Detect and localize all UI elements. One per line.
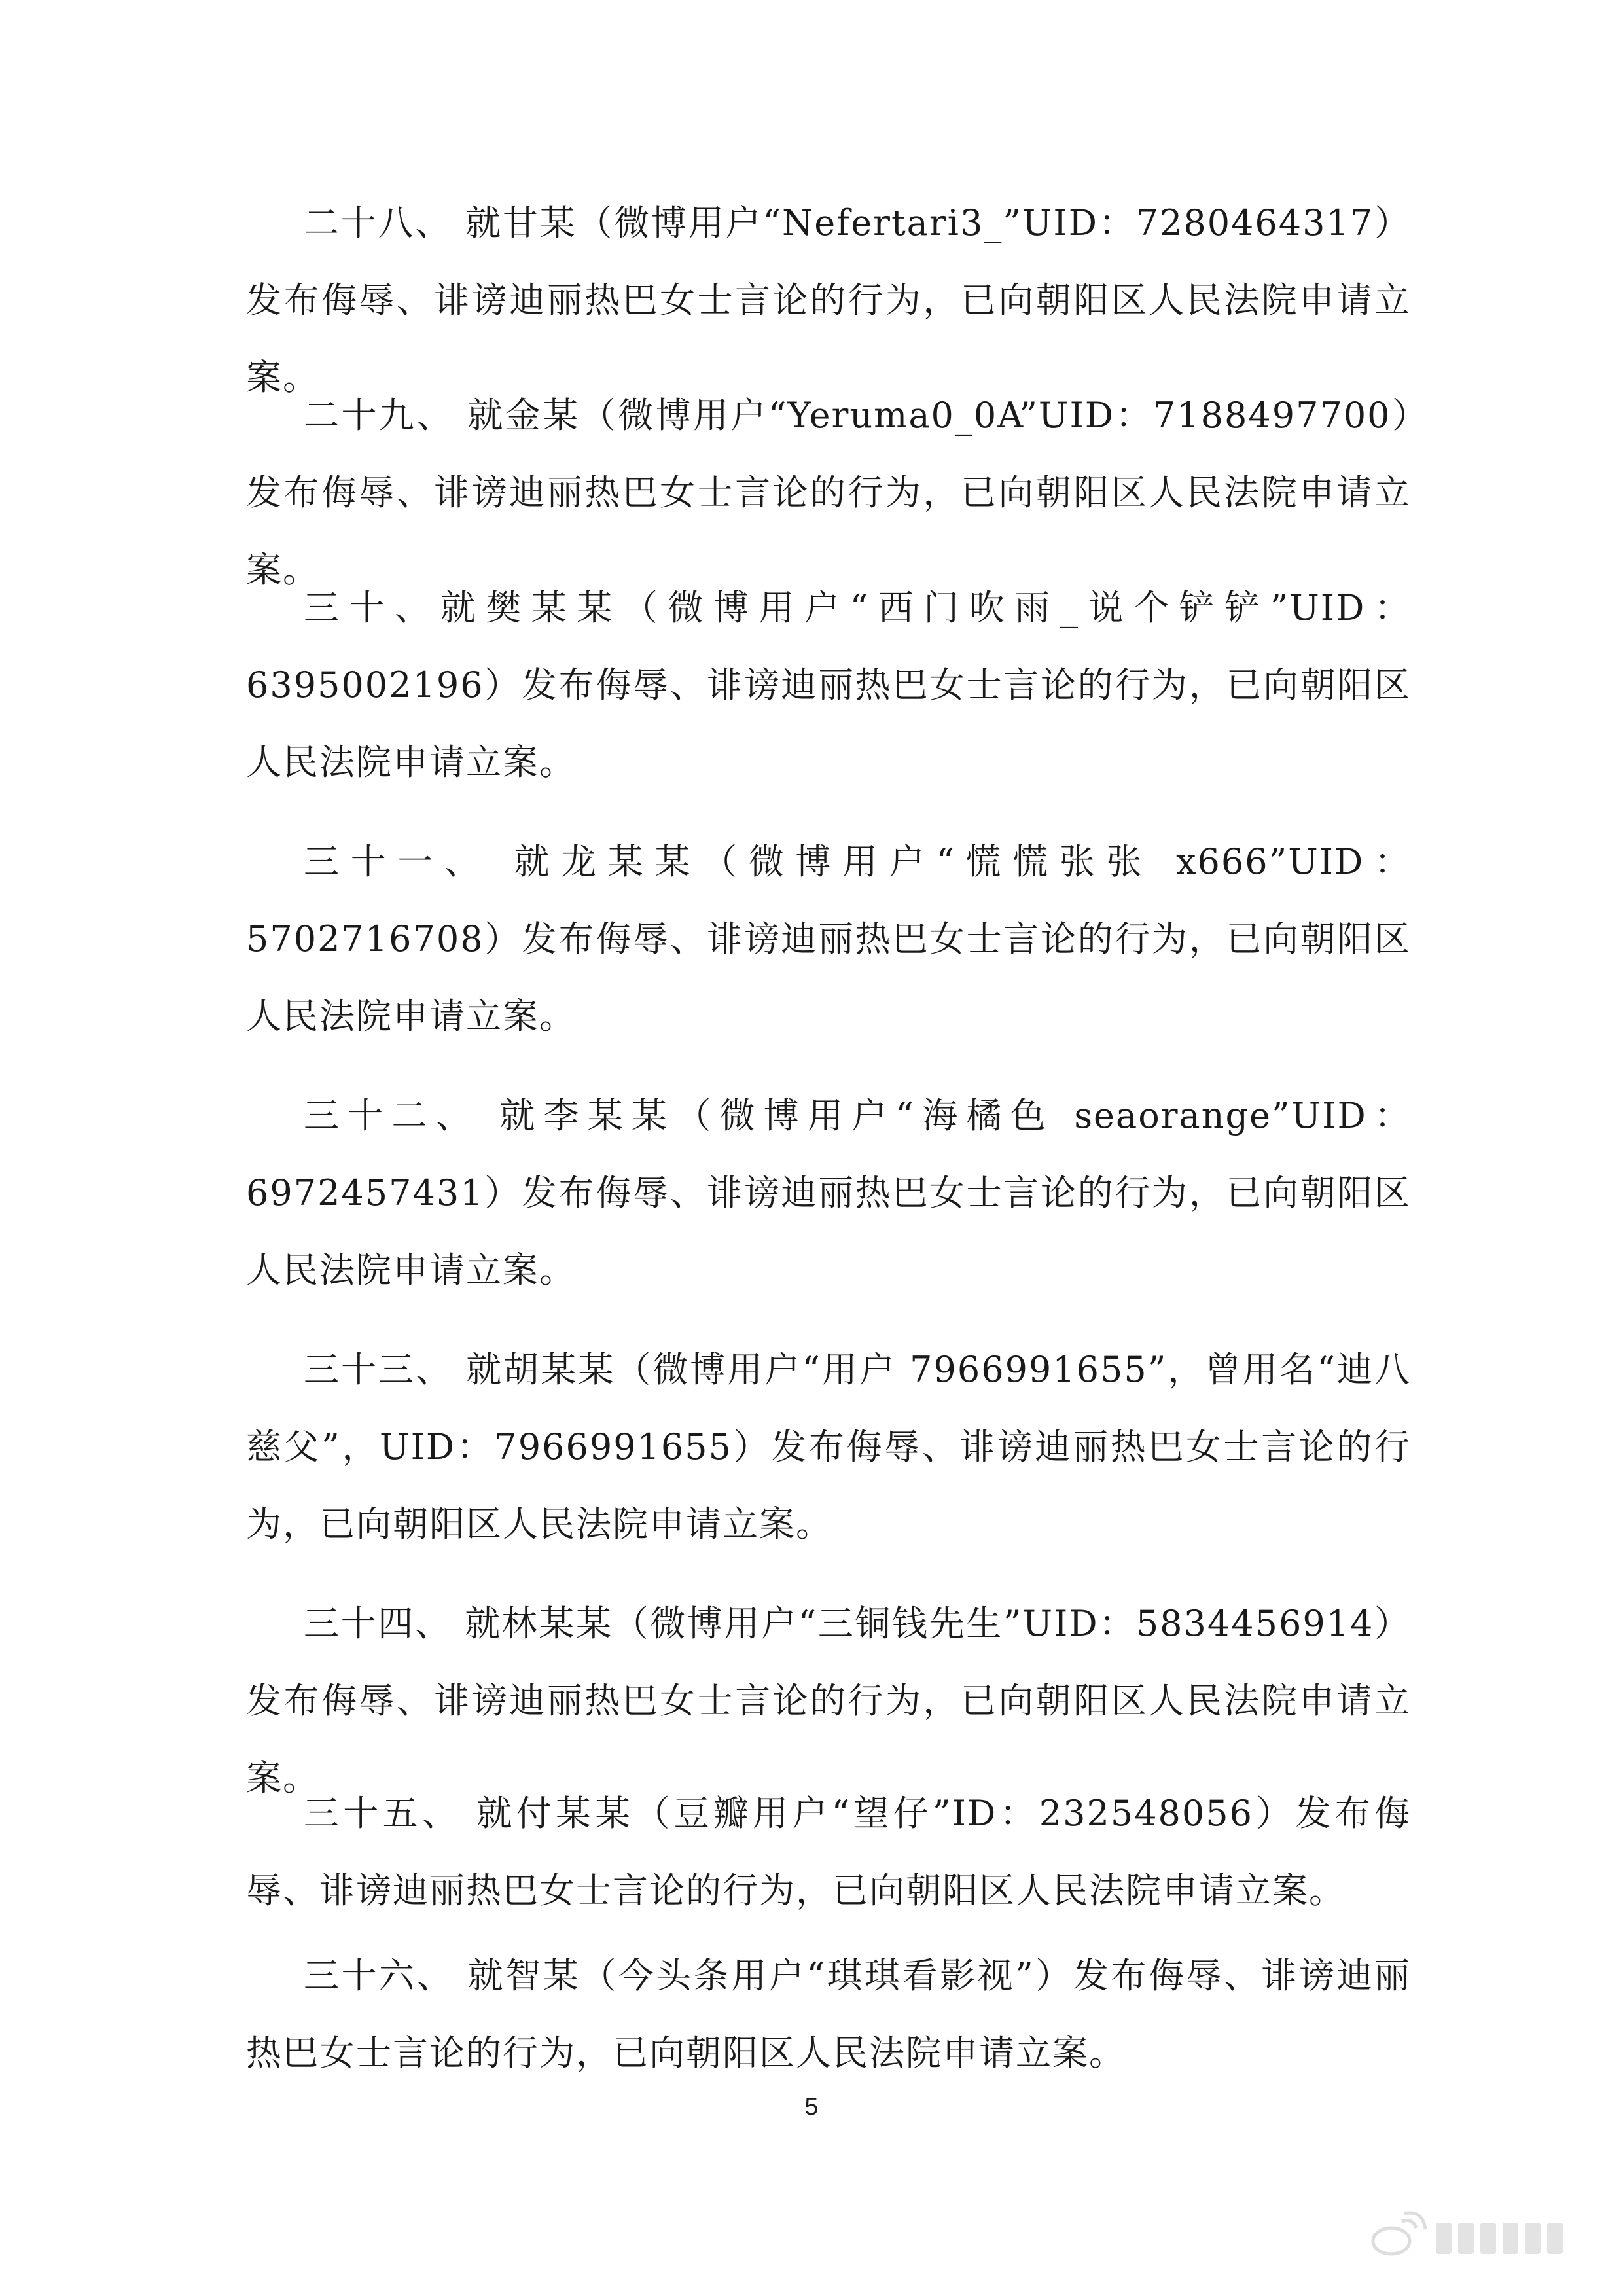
paragraph-36: 三十六、 就智某（今头条用户“琪琪看影视”）发布侮辱、诽谤迪丽热巴女士言论的行为，已向朝阳区人民法院申请立案。 <box>246 1955 1411 2073</box>
paragraph-28: 二十八、 就甘某（微博用户“Nefertari3_”UID：7280464317）发布侮辱、诽谤迪丽热巴女士言论的行为，已向朝阳区人民法院申请立案。 <box>246 202 1411 398</box>
weibo-watermark-icon <box>1368 2207 1584 2266</box>
page-number: 5 <box>804 2093 819 2121</box>
paragraph-34: 三十四、 就林某某（微博用户“三铜钱先生”UID：5834456914）发布侮辱、诽谤迪丽热巴女士言论的行为，已向朝阳区人民法院申请立案。 <box>246 1603 1411 1799</box>
paragraph-30: 三十、就樊某某（微博用户“西门吹雨_说个铲铲”UID：6395002196）发布侮辱、诽谤迪丽热巴女士言论的行为，已向朝阳区人民法院申请立案。 <box>246 587 1411 783</box>
paragraph-31: 三十一、 就龙某某（微博用户“慌慌张张 x666”UID：5702716708）发布侮辱、诽谤迪丽热巴女士言论的行为，已向朝阳区人民法院申请立案。 <box>246 841 1411 1037</box>
paragraph-35: 三十五、 就付某某（豆瓣用户“望仔”ID：232548056）发布侮辱、诽谤迪丽热巴女士言论的行为，已向朝阳区人民法院申请立案。 <box>246 1793 1411 1911</box>
paragraph-29: 二十九、 就金某（微博用户“Yeruma0_0A”UID：7188497700）发布侮辱、诽谤迪丽热巴女士言论的行为，已向朝阳区人民法院申请立案。 <box>246 395 1411 590</box>
paragraph-33: 三十三、 就胡某某（微博用户“用户 7966991655”，曾用名“迪八慈父”，UID：7966991655）发布侮辱、诽谤迪丽热巴女士言论的行为，已向朝阳区人民法院申请立案。 <box>246 1349 1411 1545</box>
paragraph-32: 三十二、 就李某某（微博用户“海橘色 seaorange”UID：6972457431）发布侮辱、诽谤迪丽热巴女士言论的行为，已向朝阳区人民法院申请立案。 <box>246 1095 1411 1291</box>
